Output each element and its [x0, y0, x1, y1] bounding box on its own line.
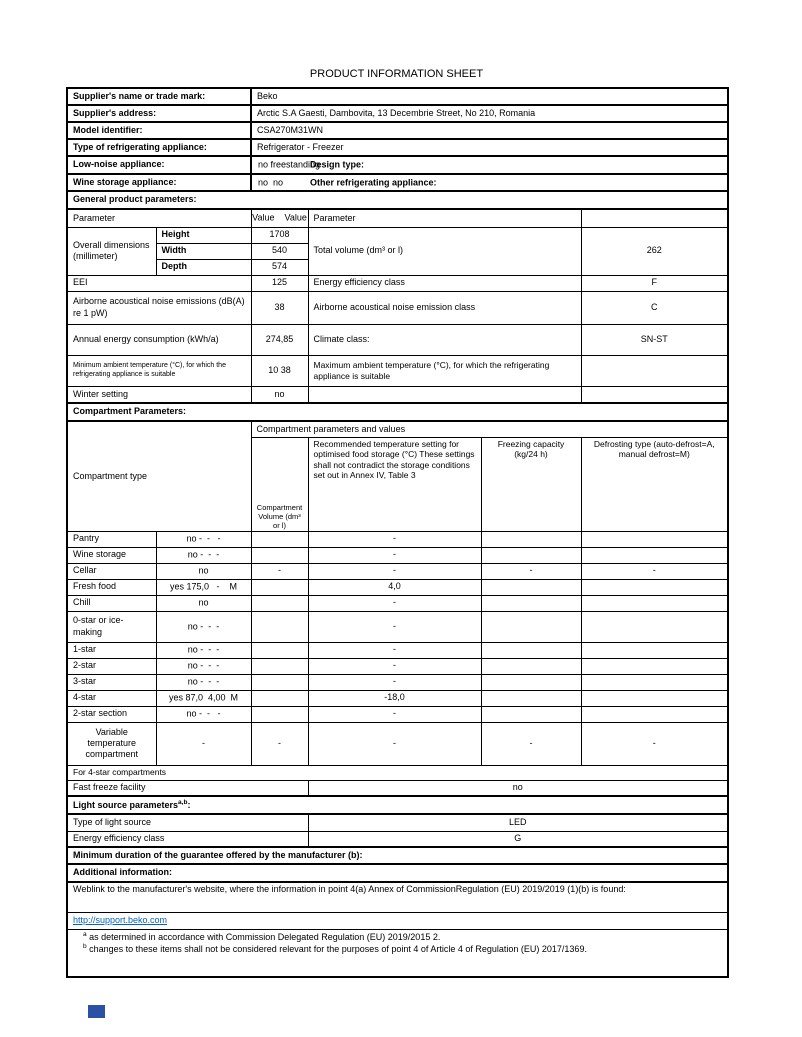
compartment-volume	[251, 595, 308, 611]
climate-class-label: Climate class:	[308, 324, 581, 355]
noise-label: Airborne acoustical noise emissions (dB(A) re 1 pW)	[67, 291, 251, 324]
weblink-url[interactable]: http://support.beko.com	[73, 914, 168, 925]
general-section-title: General product parameters:	[67, 191, 728, 209]
low-noise-value: no freestanding	[258, 159, 321, 170]
fast-freeze-value: no	[308, 780, 728, 796]
compartment-flags: yes 175,0 - M	[169, 581, 238, 592]
compartment-freeze	[481, 690, 581, 706]
compartment-volume	[251, 642, 308, 658]
weblink-cell	[67, 912, 728, 929]
compartment-temp: -	[308, 658, 481, 674]
min-ambient-temp-value: 10 38	[251, 355, 308, 386]
compartment-name: Pantry	[67, 531, 156, 547]
compartment-freeze	[481, 611, 581, 642]
general-col-values: Value Value	[252, 212, 307, 223]
compartment-temp: -	[308, 563, 481, 579]
compartment-name: 4-star	[67, 690, 156, 706]
height-value: 1708	[251, 227, 308, 243]
footnote-b	[73, 943, 722, 955]
design-type-label: Design type:	[310, 159, 365, 170]
winter-setting-label: Winter setting	[67, 386, 251, 403]
table-row	[67, 690, 728, 706]
supplier-name-label: Supplier's name or trade mark:	[67, 88, 251, 105]
annual-energy-value: 274,85	[251, 324, 308, 355]
light-section-title-cell	[67, 796, 728, 814]
table-row	[67, 547, 728, 563]
table-row	[67, 658, 728, 674]
table-row	[67, 674, 728, 690]
light-type-label: Type of light source	[67, 814, 308, 831]
weblink-text: Weblink to the manufacturer's website, where the information in point 4(a) Annex of CommissionRegulation (EU) 2019/2019 (1)(b) is found:	[67, 882, 728, 912]
compartment-freeze	[481, 531, 581, 547]
compartment-temp: -	[308, 642, 481, 658]
product-information-sheet	[66, 68, 727, 978]
compartment-temp: -	[308, 531, 481, 547]
general-col-parameter2: Parameter	[308, 209, 581, 227]
compartment-name: 2-star	[67, 658, 156, 674]
guarantee-title: Minimum duration of the guarantee offered by the manufacturer (b):	[67, 847, 728, 864]
table-row	[67, 531, 728, 547]
compartment-volume: -	[251, 563, 308, 579]
empty-cell	[581, 209, 728, 227]
freezing-capacity-header: Freezing capacity (kg/24 h)	[481, 437, 581, 531]
compartment-freeze	[481, 674, 581, 690]
compartment-name: Wine storage	[67, 547, 156, 563]
compartment-flags: no - - -	[187, 620, 220, 631]
compartment-flags-cell	[156, 531, 251, 547]
other-appliance-label: Other refrigerating appliance:	[310, 176, 437, 187]
compartment-flags: no - - -	[187, 676, 220, 687]
compartment-name: Variable temperature compartment	[67, 722, 156, 765]
compartment-freeze: -	[481, 563, 581, 579]
recommended-temp-header: Recommended temperature setting for optimised food storage (°C) These settings shall not contradict the storage conditions set out in Annex IV, Table 3	[308, 437, 481, 531]
table-row	[67, 611, 728, 642]
empty-cell	[581, 355, 728, 386]
additional-section-title: Additional information:	[67, 864, 728, 882]
width-value: 540	[251, 243, 308, 259]
climate-class-value: SN-ST	[581, 324, 728, 355]
appliance-type-value: Refrigerator - Freezer	[251, 139, 728, 156]
compartment-volume	[251, 547, 308, 563]
compartment-defrost	[581, 595, 728, 611]
compartment-defrost	[581, 690, 728, 706]
supplier-address-label: Supplier's address:	[67, 105, 251, 122]
compartment-defrost: -	[581, 563, 728, 579]
compartment-name: 2-star section	[67, 706, 156, 722]
light-section-colon: :	[187, 799, 191, 810]
energy-class-value: F	[581, 275, 728, 291]
compartment-flags: yes 87,0 4,00 M	[168, 692, 239, 703]
low-noise-label: Low-noise appliance:	[67, 156, 251, 174]
table-row	[67, 579, 728, 595]
compartment-temp: -	[308, 595, 481, 611]
compartment-temp: -	[308, 674, 481, 690]
table-row	[67, 595, 728, 611]
supplier-address-value: Arctic S.A Gaesti, Dambovita, 13 Decembrie Street, No 210, Romania	[251, 105, 728, 122]
compartment-flags-cell	[156, 595, 251, 611]
compartment-freeze	[481, 642, 581, 658]
compartment-volume-header: Compartment Volume (dm³ or l)	[251, 437, 308, 531]
eei-label: EEI	[67, 275, 251, 291]
compartment-flags-cell	[156, 579, 251, 595]
compartment-freeze	[481, 706, 581, 722]
compartment-defrost	[581, 611, 728, 642]
defrosting-type-header: Defrosting type (auto-defrost=A, manual defrost=M)	[581, 437, 728, 531]
compartment-temp: -	[308, 706, 481, 722]
compartment-defrost	[581, 658, 728, 674]
table-row	[67, 563, 728, 579]
light-class-label: Energy efficiency class	[67, 831, 308, 847]
depth-value: 574	[251, 259, 308, 275]
min-ambient-temp-label: Minimum ambient temperature (°C), for which the refrigerating appliance is suitable	[67, 355, 251, 386]
four-star-note: For 4-star compartments	[67, 765, 728, 780]
wine-storage-value-cell	[251, 174, 728, 191]
compartment-section-title: Compartment Parameters:	[67, 403, 728, 421]
model-identifier-label: Model identifier:	[67, 122, 251, 139]
compartment-volume	[251, 579, 308, 595]
total-volume-label: Total volume (dm³ or l)	[308, 227, 581, 275]
footnote-b-text: changes to these items shall not be considered relevant for the purposes of point 4 of Article 4 of Regulation (EU) 2017/1369.	[89, 943, 587, 954]
noise-class-label: Airborne acoustical noise emission class	[308, 291, 581, 324]
compartment-temp: -	[308, 547, 481, 563]
compartment-defrost	[581, 579, 728, 595]
compartment-flags-cell: -	[156, 722, 251, 765]
footnotes-cell	[67, 929, 728, 977]
depth-label: Depth	[156, 259, 251, 275]
compartment-temp: -18,0	[308, 690, 481, 706]
winter-setting-value: no	[251, 386, 308, 403]
general-col-value-cell	[251, 209, 308, 227]
compartment-name: Chill	[67, 595, 156, 611]
compartment-flags-cell	[156, 547, 251, 563]
compartment-flags-cell	[156, 611, 251, 642]
product-info-table	[66, 87, 729, 978]
compartment-name: Fresh food	[67, 579, 156, 595]
wine-storage-value: no no	[258, 176, 284, 187]
empty-cell	[581, 386, 728, 403]
compartment-freeze	[481, 595, 581, 611]
compartment-flags-cell	[156, 658, 251, 674]
compartment-values-header: Compartment parameters and values	[251, 421, 728, 437]
compartment-volume	[251, 706, 308, 722]
general-col-parameter: Parameter	[67, 209, 251, 227]
compartment-volume	[251, 674, 308, 690]
compartment-flags: no - - -	[187, 660, 220, 671]
compartment-defrost	[581, 674, 728, 690]
light-section-title: Light source parameters	[73, 799, 179, 810]
compartment-flags: no - - -	[186, 533, 221, 544]
compartment-volume	[251, 690, 308, 706]
compartment-defrost	[581, 547, 728, 563]
footnote-a-marker: a	[83, 930, 87, 938]
compartment-freeze	[481, 579, 581, 595]
compartment-volume: -	[251, 722, 308, 765]
compartment-flags: no	[198, 597, 209, 608]
eei-value: 125	[251, 275, 308, 291]
compartment-name: 1-star	[67, 642, 156, 658]
compartment-volume	[251, 611, 308, 642]
compartment-volume	[251, 658, 308, 674]
table-row	[67, 722, 728, 765]
footnote-a	[73, 931, 722, 943]
compartment-freeze	[481, 547, 581, 563]
compartment-freeze: -	[481, 722, 581, 765]
page-title: PRODUCT INFORMATION SHEET	[309, 68, 484, 80]
compartment-defrost: -	[581, 722, 728, 765]
annual-energy-label: Annual energy consumption (kWh/a)	[67, 324, 251, 355]
compartment-defrost	[581, 531, 728, 547]
compartment-temp: 4,0	[308, 579, 481, 595]
empty-cell	[308, 386, 581, 403]
light-type-value: LED	[308, 814, 728, 831]
compartment-flags-cell	[156, 642, 251, 658]
compartment-name: Cellar	[67, 563, 156, 579]
compartment-defrost	[581, 706, 728, 722]
energy-class-label: Energy efficiency class	[308, 275, 581, 291]
compartment-flags-cell	[156, 690, 251, 706]
table-row	[67, 706, 728, 722]
footnote-a-text: as determined in accordance with Commission Delegated Regulation (EU) 2019/2015 2.	[89, 931, 441, 942]
compartment-type-header: Compartment type	[67, 421, 251, 531]
wine-storage-label: Wine storage appliance:	[67, 174, 251, 191]
compartment-flags-cell	[156, 674, 251, 690]
compartment-name: 0-star or ice-making	[67, 611, 156, 642]
compartment-flags: no - - -	[187, 644, 220, 655]
fast-freeze-label: Fast freeze facility	[67, 780, 308, 796]
height-label: Height	[156, 227, 251, 243]
compartment-temp: -	[308, 611, 481, 642]
max-ambient-temp-label: Maximum ambient temperature (°C), for which the refrigerating appliance is suitable	[308, 355, 581, 386]
footer-logo-mark	[88, 1005, 105, 1018]
compartment-volume	[251, 531, 308, 547]
light-class-value: G	[308, 831, 728, 847]
dimensions-label: Overall dimensions (millimeter)	[67, 227, 156, 275]
compartment-flags-cell	[156, 706, 251, 722]
compartment-freeze	[481, 658, 581, 674]
noise-value: 38	[251, 291, 308, 324]
noise-class-value: C	[581, 291, 728, 324]
table-row	[67, 642, 728, 658]
footnote-b-marker: b	[83, 942, 87, 950]
compartment-flags: no	[198, 565, 209, 576]
compartment-flags: no - - -	[187, 549, 220, 560]
compartment-flags: no - - -	[186, 708, 221, 719]
compartment-temp: -	[308, 722, 481, 765]
compartment-defrost	[581, 642, 728, 658]
supplier-name-value: Beko	[251, 88, 728, 105]
appliance-type-label: Type of refrigerating appliance:	[67, 139, 251, 156]
model-identifier-value: CSA270M31WN	[251, 122, 728, 139]
total-volume-value: 262	[581, 227, 728, 275]
width-label: Width	[156, 243, 251, 259]
low-noise-value-cell	[251, 156, 728, 174]
compartment-flags-cell	[156, 563, 251, 579]
compartment-name: 3-star	[67, 674, 156, 690]
light-section-superscript: a,b	[178, 798, 188, 806]
